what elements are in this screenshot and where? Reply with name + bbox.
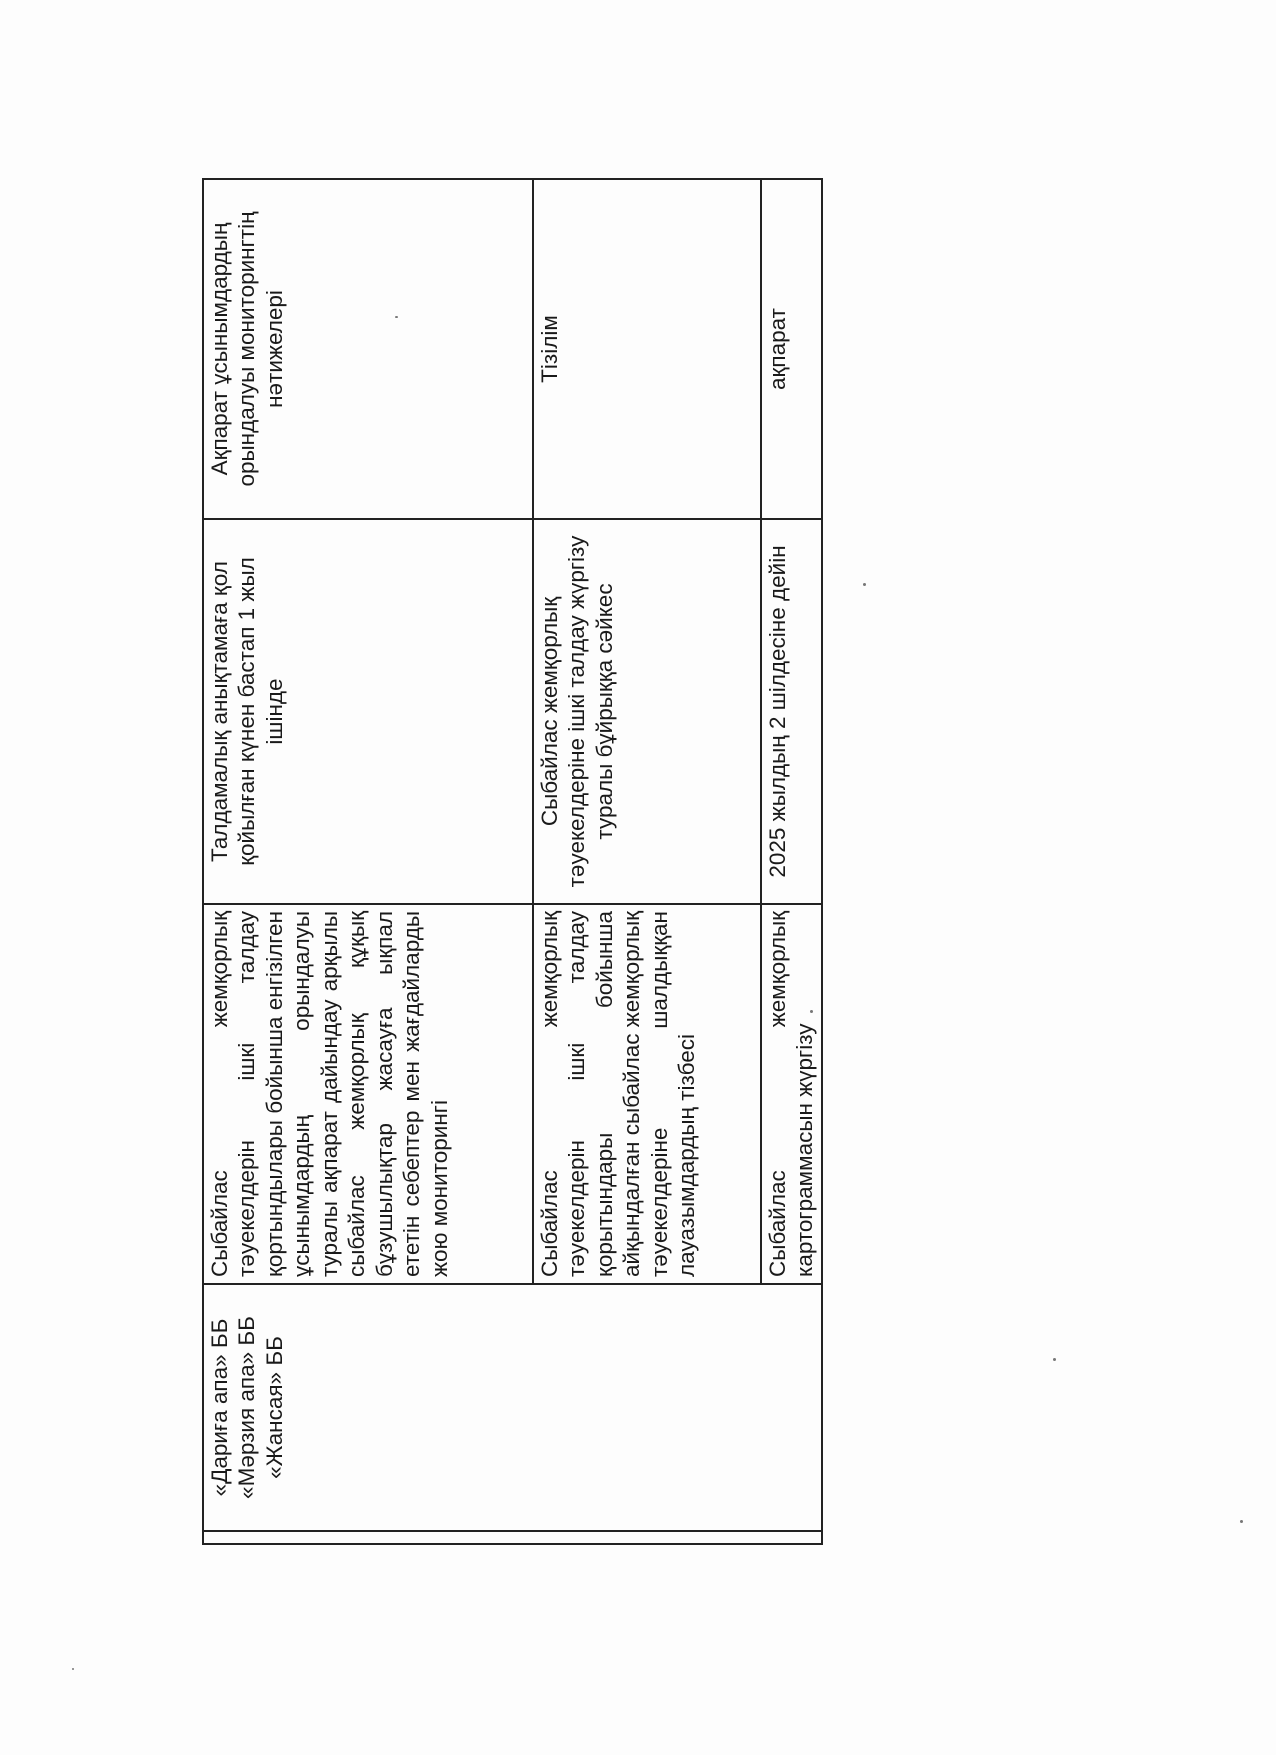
org-cell [203, 1284, 822, 1531]
scan-speck [810, 1010, 813, 1013]
scan-speck [72, 1668, 74, 1670]
deadline-cell: Талдамалық анықтамаға қол қойылған күнен бастап 1 жыл ішінде [203, 519, 533, 904]
deadline-cell: Сыбайлас жемқорлық тәуекелдеріне ішкі талдау жүргізу туралы бұйрыққа сәйкес [533, 519, 761, 904]
result-cell: Ақпарат ұсынымдардың орындалуы мониторингтің нәтижелері [203, 179, 533, 519]
org-name: «Мәрзия апа» ББ [234, 1316, 260, 1499]
org-name: «Дариға апа» ББ [207, 1318, 232, 1497]
table-row [203, 179, 533, 1544]
scan-speck [863, 583, 866, 586]
plan-table [202, 178, 823, 1545]
scan-speck [395, 316, 398, 318]
scan-speck [1240, 1520, 1243, 1523]
result-cell: ақпарат [761, 179, 822, 519]
result-cell: Тізілім [533, 179, 761, 519]
index-cell [203, 1531, 822, 1544]
description-cell: Сыбайлас жемқорлық тәуекелдерін ішкі талдау қорытындары бойынша айқындалған сыбайлас жемқорлық тәуекелдеріне шалдыққан лауазымдардың тізбесі [533, 904, 761, 1284]
deadline-cell: 2025 жылдың 2 шілдесіне дейін [761, 519, 822, 904]
description-cell: Сыбайлас жемқорлық картограммасын жүргізу [761, 904, 822, 1284]
rotated-table-container [202, 180, 818, 1545]
description-cell: Сыбайлас жемқорлық тәуекелдерін ішкі талдау қортындылары бойынша енгізілген ұсынымдардың орындалуы туралы ақпарат дайындау арқылы сыбайлас жемқорлық құқық бұзушылықтар жасауға ықпал ететін себептер мен жағдайларды жою мониторингі [203, 904, 533, 1284]
scan-speck [1053, 1358, 1056, 1361]
org-name: «Жансая» ББ [261, 1336, 287, 1479]
